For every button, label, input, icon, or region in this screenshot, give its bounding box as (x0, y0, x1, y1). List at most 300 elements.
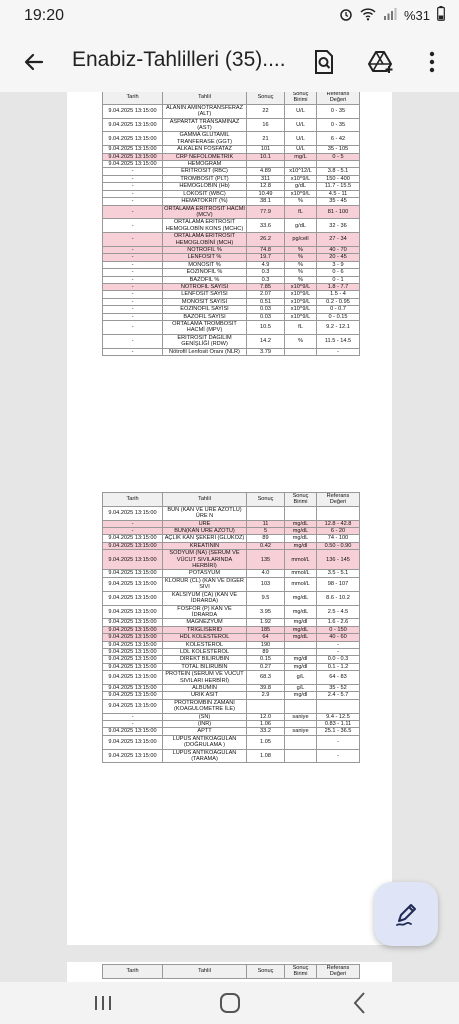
cell-test-name: HEMOGRAM (163, 161, 247, 168)
cell-unit (285, 506, 317, 520)
table-row (103, 291, 360, 298)
cell-result: 64 (247, 634, 285, 641)
wifi-icon (360, 7, 376, 24)
cell-test-name: ASPARTAT TRANSAMİNAZ (AST) (163, 118, 247, 132)
cell-reference: 4.5 - 11 (317, 190, 360, 197)
table-row (103, 175, 360, 182)
cell-unit: fL (285, 321, 317, 335)
battery-icon (437, 6, 445, 24)
cell-unit: % (285, 254, 317, 261)
cell-unit: % (285, 246, 317, 253)
back-button[interactable] (18, 46, 50, 78)
cell-test-name: BAZOFİL SAYISI (163, 313, 247, 320)
cell-unit: % (285, 334, 317, 348)
cell-date: - (103, 283, 163, 290)
cell-date: 9.04.2025 13:15:00 (103, 550, 163, 570)
cell-result: 2.07 (247, 291, 285, 298)
cell-reference: 81 - 100 (317, 205, 360, 219)
cell-result: 74.8 (247, 246, 285, 253)
cell-unit: mg/dl (285, 663, 317, 670)
header-result: Sonuç (247, 965, 285, 979)
cell-date: - (103, 528, 163, 535)
cell-date: 9.04.2025 13:15:00 (103, 535, 163, 542)
cell-result (247, 506, 285, 520)
cell-test-name: ERİTROSİT DAĞILIM GENİŞLİĞİ (RDW) (163, 334, 247, 348)
cell-result: 0.3 (247, 276, 285, 283)
cell-reference: 74 - 100 (317, 535, 360, 542)
cell-test-name: NÖTROFİL SAYISI (163, 283, 247, 290)
cell-test-name: (SN) (163, 713, 247, 720)
cell-unit: mg/dL (285, 520, 317, 527)
cell-date: - (103, 205, 163, 219)
cell-date: 9.04.2025 13:15:00 (103, 132, 163, 146)
cell-date: - (103, 334, 163, 348)
cell-date: 9.04.2025 13:15:00 (103, 506, 163, 520)
cell-test-name: ORTALAMA ERİTROSİT HEMOGLOBİNİ (MCH) (163, 233, 247, 247)
cell-reference: 9.2 - 12.1 (317, 321, 360, 335)
cell-unit: saniye (285, 728, 317, 735)
cell-date: 9.04.2025 13:15:00 (103, 146, 163, 153)
cell-result: 0.03 (247, 313, 285, 320)
table-row (103, 161, 360, 168)
cell-reference: 0.50 - 0.90 (317, 542, 360, 549)
cell-reference: 0 - 0.7 (317, 306, 360, 313)
cell-reference: 6 - 20 (317, 528, 360, 535)
cell-test-name: BUN(KAN ÜRE AZOTU) (163, 528, 247, 535)
table-row (103, 619, 360, 626)
table-row (103, 528, 360, 535)
cell-test-name: ORTALAMA ERİTROSİT HEMOGLOBİN KONS (MCHC) (163, 219, 247, 233)
cell-test-name: DİREKT BİLİRUBİN (163, 656, 247, 663)
cell-test-name: KALSİYUM (CA) (KAN VE İDRARDA) (163, 591, 247, 605)
cell-date: - (103, 168, 163, 175)
cell-test-name: ÜRE (163, 520, 247, 527)
cell-unit: U/L (285, 146, 317, 153)
home-button[interactable] (215, 990, 245, 1016)
cell-reference: - (317, 641, 360, 648)
cell-result: 10.49 (247, 190, 285, 197)
cell-date: 9.04.2025 13:15:00 (103, 735, 163, 749)
cell-unit: % (285, 269, 317, 276)
cell-date: 9.04.2025 13:15:00 (103, 570, 163, 577)
cell-date: 9.04.2025 13:15:00 (103, 591, 163, 605)
cell-result: 9.5 (247, 591, 285, 605)
cell-unit (285, 699, 317, 713)
table-row (103, 591, 360, 605)
cell-test-name: ORTALAMA TROMBOSİT HACMİ (MPV) (163, 321, 247, 335)
cell-test-name: PROTEİN (SERUM VE VÜCUT SIVILARI HERBİRİ) (163, 671, 247, 685)
cell-result: 39.8 (247, 684, 285, 691)
header-date: Tarih (103, 92, 163, 104)
cell-date: - (103, 520, 163, 527)
cell-test-name: TOTAL BİLİRUBİN (163, 663, 247, 670)
cell-unit: x10^9/L (285, 175, 317, 182)
table-row (103, 535, 360, 542)
cell-unit: U/L (285, 104, 317, 118)
table-row (103, 570, 360, 577)
table-row (103, 246, 360, 253)
table-row (103, 550, 360, 570)
header-unit: Sonuç Birimi (285, 965, 317, 979)
recent-apps-button[interactable] (88, 990, 118, 1016)
cell-date: 9.04.2025 13:15:00 (103, 684, 163, 691)
cell-reference: 3 - 9 (317, 261, 360, 268)
cell-result: 14.2 (247, 334, 285, 348)
lab-results-table (102, 92, 360, 356)
cell-unit: x10^9/L (285, 190, 317, 197)
cell-result: 0.51 (247, 298, 285, 305)
table-row (103, 306, 360, 313)
cell-result: 0.27 (247, 663, 285, 670)
table-row (103, 663, 360, 670)
cell-date: - (103, 254, 163, 261)
cell-result: 0.15 (247, 656, 285, 663)
cell-result: 185 (247, 626, 285, 633)
cell-unit (285, 721, 317, 728)
cell-test-name: KREATİNİN (163, 542, 247, 549)
cell-unit: % (285, 198, 317, 205)
cell-date: 9.04.2025 13:15:00 (103, 663, 163, 670)
cell-reference: 40 - 60 (317, 634, 360, 641)
cell-reference: 35 - 52 (317, 684, 360, 691)
cell-unit: x10^12/L (285, 168, 317, 175)
cell-test-name: NÖTROFİL % (163, 246, 247, 253)
cell-reference: 0 - 5 (317, 153, 360, 160)
search-in-document-button[interactable] (308, 46, 340, 78)
cell-date: - (103, 348, 163, 355)
cell-result: 10.1 (247, 153, 285, 160)
table-row (103, 313, 360, 320)
header-test: Tahlil (163, 965, 247, 979)
alarm-icon (339, 7, 353, 24)
cell-reference: 20 - 45 (317, 254, 360, 261)
cell-reference: - (317, 348, 360, 355)
cell-test-name: HDL KOLESTEROL (163, 634, 247, 641)
pdf-page (67, 490, 392, 945)
cell-reference: - (317, 735, 360, 749)
cell-unit: U/L (285, 132, 317, 146)
cell-date: - (103, 306, 163, 313)
table-row (103, 153, 360, 160)
document-search-icon (312, 49, 336, 75)
table-header-row (103, 965, 360, 979)
cell-test-name: POTASYUM (163, 570, 247, 577)
cell-reference: 0 - 1 (317, 276, 360, 283)
cell-result: 89 (247, 648, 285, 655)
cell-result: 101 (247, 146, 285, 153)
cell-unit: % (285, 276, 317, 283)
cell-reference: 0.83 - 1.11 (317, 721, 360, 728)
cell-date: - (103, 261, 163, 268)
recents-icon (88, 990, 118, 1016)
cell-test-name: KOLESTEROL (163, 641, 247, 648)
cell-reference: 32 - 36 (317, 219, 360, 233)
cell-date: 9.04.2025 13:15:00 (103, 671, 163, 685)
cell-test-name: HEMOGLOBİN (Hb) (163, 183, 247, 190)
cell-test-name: LENFOSİT % (163, 254, 247, 261)
cell-test-name: TRİGLİSERİD (163, 626, 247, 633)
pdf-viewer[interactable] (0, 92, 459, 982)
cell-unit: mg/dl (285, 619, 317, 626)
cell-test-name: LÖKOSİT (WBC) (163, 190, 247, 197)
table-row (103, 198, 360, 205)
cell-unit: mmol/L (285, 577, 317, 591)
cell-result: 311 (247, 175, 285, 182)
cell-date: 9.04.2025 13:15:00 (103, 605, 163, 619)
cell-test-name: LENFOSİT SAYISI (163, 291, 247, 298)
cell-test-name: ÜRİK ASİT (163, 692, 247, 699)
home-icon (215, 990, 245, 1016)
cell-test-name: TROMBOSİT (PLT) (163, 175, 247, 182)
header-reference: Referans Değeri (317, 92, 360, 104)
cell-date: - (103, 233, 163, 247)
cell-unit: g/dL (285, 183, 317, 190)
cell-reference: 0 - 35 (317, 104, 360, 118)
cell-result: 1.92 (247, 619, 285, 626)
cell-test-name: ORTALAMA ERİTROSİT HACMİ (MCV) (164, 205, 245, 218)
cell-test-name: FOSFOR (P) KAN VE İDRARDA (163, 605, 247, 619)
cell-date: 9.04.2025 13:15:00 (103, 656, 163, 663)
cell-test-name: BUN (KAN VE ÜRE AZOTLU) ÜRE N (163, 506, 247, 520)
cell-date: 9.04.2025 13:15:00 (103, 161, 163, 168)
cell-date: - (103, 321, 163, 335)
cell-test-name: CRP NEFOLOMETRİK (163, 153, 247, 160)
cell-unit: x10^9/L (285, 306, 317, 313)
cell-unit (285, 749, 317, 763)
cell-reference: 3.5 - 5.1 (317, 570, 360, 577)
cell-reference: 3.8 - 5.1 (317, 168, 360, 175)
cell-date: - (103, 183, 163, 190)
cell-result: 7.85 (247, 283, 285, 290)
cell-result: 1.06 (247, 721, 285, 728)
cell-result: 0.03 (247, 306, 285, 313)
cell-reference: 11.7 - 15.5 (317, 183, 360, 190)
cell-test-name: GAMMA GLUTAMİL TRANFERASE (GGT) (163, 132, 247, 146)
cell-test-name: LUPUS ANTİKOAGULAN (TARAMA) (163, 749, 247, 763)
cell-reference: 0 - 6 (317, 269, 360, 276)
cell-test-name: EOZİNOFİL SAYISI (163, 306, 247, 313)
cell-result: 33.2 (247, 728, 285, 735)
cell-date: 9.04.2025 13:15:00 (103, 104, 163, 118)
header-date: Tarih (103, 965, 163, 979)
cell-result: 190 (247, 641, 285, 648)
lab-results-table (102, 964, 360, 979)
cell-test-name: ALBÜMİN (163, 684, 247, 691)
table-row (103, 634, 360, 641)
table-row (103, 146, 360, 153)
back-arrow-icon (22, 50, 46, 74)
cell-reference: 0.1 - 1.2 (317, 663, 360, 670)
table-row (103, 219, 360, 233)
table-row (103, 692, 360, 699)
cell-reference: 1.6 - 2.6 (317, 619, 360, 626)
cell-reference: 0 - 150 (317, 626, 360, 633)
cell-test-name: HEMATOKRİT (%) (163, 198, 247, 205)
cell-unit: x10^9/L (285, 283, 317, 290)
cell-date: - (103, 313, 163, 320)
cell-reference: 150 - 400 (317, 175, 360, 182)
cell-reference: 9.4 - 12.5 (317, 713, 360, 720)
cell-reference: 1.5 - 4 (317, 291, 360, 298)
table-row (103, 183, 360, 190)
cell-reference: 25.1 - 36.5 (317, 728, 360, 735)
cell-reference: 40 - 70 (317, 246, 360, 253)
cell-result: 0.3 (247, 269, 285, 276)
status-time: 19:20 (24, 7, 65, 24)
table-row (103, 656, 360, 663)
cell-result: 11 (247, 520, 285, 527)
cell-result (247, 161, 285, 168)
cell-unit (285, 735, 317, 749)
cell-reference (317, 506, 360, 520)
header-test: Tahlil (163, 92, 247, 104)
cell-date: 9.04.2025 13:15:00 (103, 728, 163, 735)
table-row (103, 334, 360, 348)
cell-unit (285, 161, 317, 168)
cell-reference: 12.8 - 42.8 (317, 520, 360, 527)
table-row (103, 721, 360, 728)
more-options-button[interactable] (416, 46, 448, 78)
cell-date: - (103, 246, 163, 253)
signal-icon (383, 7, 397, 24)
cell-date: 9.04.2025 13:15:00 (103, 634, 163, 641)
cell-reference: 64 - 83 (317, 671, 360, 685)
table-row (103, 684, 360, 691)
table-row (103, 104, 360, 118)
table-row (103, 269, 360, 276)
header-unit: Sonuç Birimi (285, 493, 317, 507)
header-unit: Sonuç Birimi (285, 92, 317, 104)
cell-result: 2.9 (247, 692, 285, 699)
table-row (103, 577, 360, 591)
cell-test-name: APTT (163, 728, 247, 735)
cell-result: 3.79 (247, 348, 285, 355)
cell-unit: x10^9/L (285, 313, 317, 320)
header-result: Sonuç (247, 493, 285, 507)
cell-reference: 0.0 - 0.3 (317, 656, 360, 663)
cell-reference: - (317, 749, 360, 763)
cell-result: 5 (247, 528, 285, 535)
status-bar (0, 0, 459, 32)
cell-test-name: Nötrofil Lenfosit Oranı (NLR) (163, 348, 247, 355)
cell-reference: 136 - 145 (317, 550, 360, 570)
cell-result: 0.42 (247, 542, 285, 549)
cell-result: 1.08 (247, 749, 285, 763)
cell-result: 77.9 (247, 205, 285, 219)
cell-test-name: MONOSİT SAYISI (163, 298, 247, 305)
cell-date: - (103, 713, 163, 720)
table-row (103, 283, 360, 290)
cell-result (247, 699, 285, 713)
cell-date: 9.04.2025 13:15:00 (103, 648, 163, 655)
cell-result: 12.8 (247, 183, 285, 190)
system-nav-bar (0, 982, 459, 1024)
cell-unit: saniye (285, 713, 317, 720)
header-result: Sonuç (247, 92, 285, 104)
cell-date: - (103, 175, 163, 182)
cell-reference: 35 - 105 (317, 146, 360, 153)
cell-unit: mg/dL (285, 591, 317, 605)
document-title: Enabiz-Tahlilleri (35).... (72, 48, 286, 71)
cell-date: - (103, 269, 163, 276)
table-row (103, 298, 360, 305)
cell-result: 89 (247, 535, 285, 542)
cell-unit: mmol/L (285, 570, 317, 577)
table-row (103, 205, 360, 219)
cell-date: 9.04.2025 13:15:00 (103, 542, 163, 549)
cell-result: 19.7 (247, 254, 285, 261)
table-row (103, 671, 360, 685)
table-row (103, 190, 360, 197)
cell-result: 38.1 (247, 198, 285, 205)
cell-date: - (103, 190, 163, 197)
cell-test-name: ALANİN AMİNOTRANSFERAZ (ALT) (163, 104, 247, 118)
lab-results-table (102, 492, 360, 763)
cell-unit: mg/dL (285, 528, 317, 535)
battery-text: %31 (403, 7, 430, 23)
cell-test-name: ERİTROSİT (RBC) (163, 168, 247, 175)
chevron-left-icon (345, 990, 375, 1016)
cell-date: 9.04.2025 13:15:00 (103, 153, 163, 160)
cell-unit: fL (285, 205, 317, 219)
annotate-button[interactable] (374, 882, 438, 946)
table-row (103, 261, 360, 268)
table-row (103, 132, 360, 146)
cell-unit: mmol/L (285, 550, 317, 570)
table-row (103, 749, 360, 763)
pdf-page (67, 92, 392, 542)
table-row (103, 605, 360, 619)
cell-test-name: SODYUM (NA) (SERUM VE VÜCUT SIVILARINDA HERBİRİ) (163, 550, 247, 570)
cell-date: - (103, 276, 163, 283)
cell-test-name: MAGNEZYUM (163, 619, 247, 626)
cell-reference: 27 - 34 (317, 233, 360, 247)
cell-unit (285, 648, 317, 655)
cell-date: - (103, 198, 163, 205)
cell-result: 33.6 (247, 219, 285, 233)
cell-unit: U/L (285, 118, 317, 132)
cell-result: 103 (247, 577, 285, 591)
cell-result: 16 (247, 118, 285, 132)
cell-result: 135 (247, 550, 285, 570)
cell-date: 9.04.2025 13:15:00 (103, 577, 163, 591)
cell-test-name: EOZİNOFİL % (163, 269, 247, 276)
table-row (103, 254, 360, 261)
cell-unit (285, 348, 317, 355)
cell-result: 68.3 (247, 671, 285, 685)
table-row (103, 728, 360, 735)
cell-test-name: LUPUS ANTİKOAGULAN (DOĞRULAMA ) (163, 735, 247, 749)
cell-test-name: (INR) (163, 721, 247, 728)
cell-reference: 0 - 35 (317, 118, 360, 132)
cell-test-name: PROTROMBİN ZAMANI (KOAGULOMETRE İLE) (163, 699, 247, 713)
cell-date: 9.04.2025 13:15:00 (103, 692, 163, 699)
table-row (103, 168, 360, 175)
cell-reference: 98 - 107 (317, 577, 360, 591)
pen-edit-icon (391, 899, 421, 929)
add-to-drive-button[interactable] (365, 46, 397, 78)
cell-date: 9.04.2025 13:15:00 (103, 749, 163, 763)
cell-unit: x10^9/L (285, 291, 317, 298)
cell-test-name: ALKALEN FOSFATAZ (163, 146, 247, 153)
cell-result: 4.0 (247, 570, 285, 577)
system-back-button[interactable] (345, 990, 375, 1016)
cell-date: - (103, 298, 163, 305)
cell-reference: 2.5 - 4.5 (317, 605, 360, 619)
more-vert-icon (429, 51, 435, 73)
pdf-page (67, 962, 392, 982)
cell-unit: mg/dL (285, 626, 317, 633)
